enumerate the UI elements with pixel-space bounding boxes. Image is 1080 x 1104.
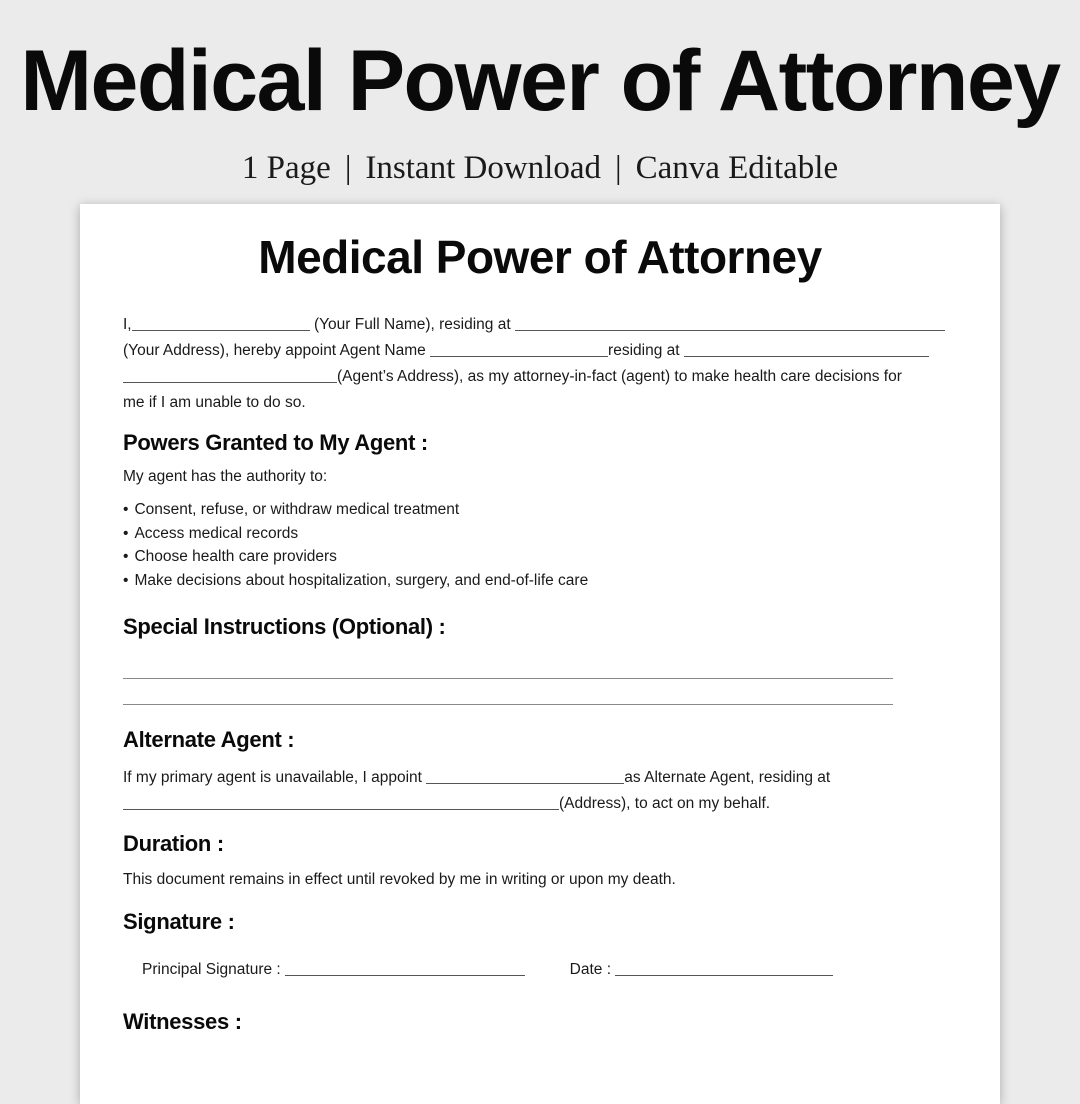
list-item: • Consent, refuse, or withdraw medical treatment (123, 501, 460, 518)
powers-lead: My agent has the authority to: (123, 468, 328, 485)
principal-signature-label: Principal Signature : (142, 961, 281, 978)
duration-heading: Duration : (123, 831, 224, 856)
document-sheet (80, 204, 1000, 1104)
alternate-agent-address-blank[interactable] (123, 791, 559, 810)
principal-address-blank[interactable] (515, 312, 945, 331)
date-label: Date : (569, 961, 612, 978)
principal-signature-field[interactable] (285, 957, 525, 976)
list-item: • Choose health care providers (123, 548, 337, 565)
alternate-line-2: (Address), to act on my behalf. (123, 791, 963, 817)
document-title: Medical Power of Attorney (258, 231, 822, 283)
powers-heading: Powers Granted to My Agent : (123, 430, 428, 455)
bullet: • (123, 524, 129, 542)
agent-address-label: (Agent’s Address), as my attorney-in-fact (agent) to make health care decisions for (337, 368, 902, 385)
intro-line-4: me if I am unable to do so. (123, 394, 306, 411)
date-field[interactable] (615, 957, 833, 976)
bullet: • (123, 501, 129, 518)
agent-address-blank-2[interactable] (123, 364, 337, 383)
full-name-label: (Your Full Name), residing at (313, 316, 511, 333)
subtitle-download: Instant Download (365, 150, 601, 186)
subtitle-separator: | (344, 150, 352, 186)
special-instructions-heading: Special Instructions (Optional) : (123, 614, 446, 639)
alternate-line-1: If my primary agent is unavailable, I appoint as Alternate Agent, residing at (123, 765, 963, 791)
agent-address-blank[interactable] (684, 338, 929, 357)
subtitle-separator: | (614, 150, 622, 186)
subtitle-editable: Canva Editable (635, 150, 839, 186)
subtitle-pages: 1 Page (241, 150, 331, 186)
intro-line-1 (123, 312, 963, 338)
duration-text: This document remains in effect until revoked by me in writing or upon my death. (123, 871, 676, 888)
signature-row (123, 957, 963, 983)
banner-subtitle (0, 150, 1080, 187)
powers-list (123, 498, 963, 592)
list-item: • Make decisions about hospitalization, surgery, and end-of-life care (123, 571, 589, 589)
alternate-agent-name-blank[interactable] (426, 765, 624, 784)
bullet: • (123, 548, 129, 565)
alternate-agent-paragraph (123, 765, 963, 817)
intro-i-prefix: I, (123, 316, 132, 333)
agent-name-blank[interactable] (430, 338, 608, 357)
intro-line-2 (123, 338, 963, 364)
intro-paragraph (123, 312, 963, 416)
full-name-blank[interactable] (132, 312, 310, 331)
list-item: • Access medical records (123, 524, 299, 542)
document-body (123, 312, 963, 1035)
witnesses-heading: Witnesses : (123, 1009, 242, 1034)
signature-heading: Signature : (123, 909, 235, 934)
residing-at-label: residing at (608, 342, 680, 359)
banner-title: Medical Power of Attorney (20, 33, 1060, 129)
intro-line-3 (123, 364, 963, 390)
alternate-agent-heading: Alternate Agent : (123, 727, 295, 752)
special-instructions-line-1[interactable] (123, 678, 893, 679)
address-label: (Your Address), hereby appoint Agent Name (123, 342, 426, 359)
special-instructions-line-2[interactable] (123, 704, 893, 705)
bullet: • (123, 571, 129, 589)
